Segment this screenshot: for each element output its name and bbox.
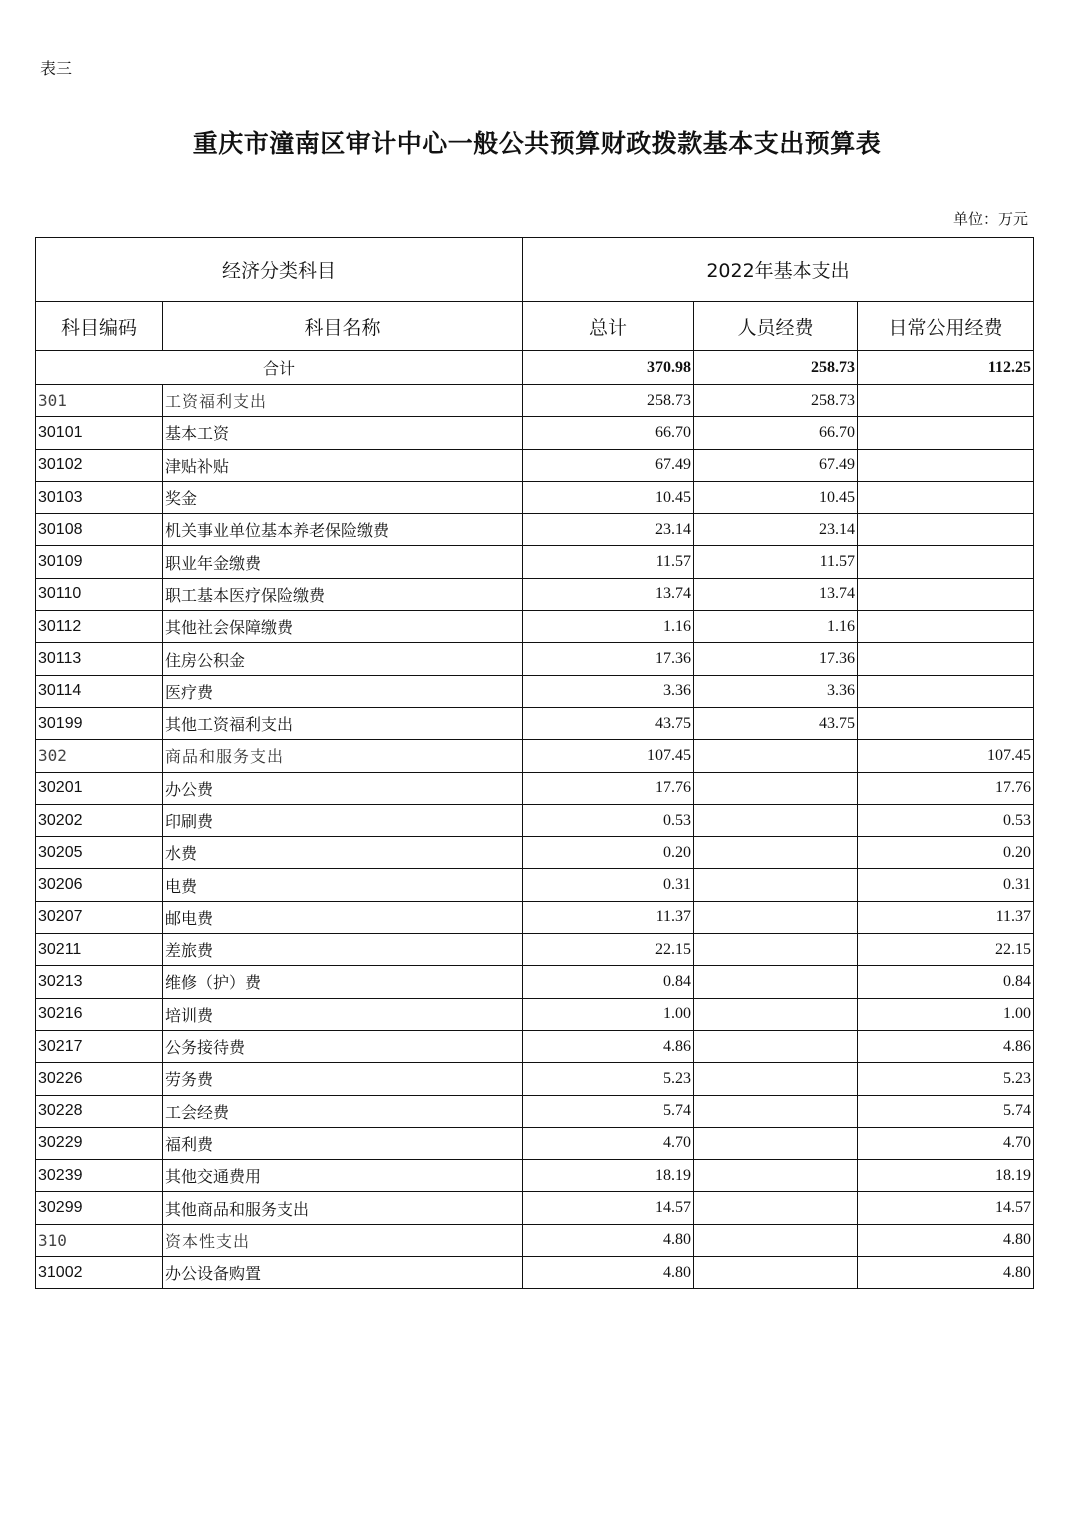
- header-subject-code: 科目编码: [36, 302, 163, 351]
- subject-code-cell: 30205: [36, 837, 163, 869]
- subject-name-cell: 工会经费: [163, 1095, 523, 1127]
- subject-name-cell: 维修（护）费: [163, 966, 523, 998]
- personnel-expense-cell: [694, 1192, 858, 1224]
- total-cell: 4.80: [523, 1257, 694, 1289]
- total-cell: 11.57: [523, 546, 694, 578]
- total-row: [36, 351, 1034, 385]
- subject-name-cell: 印刷费: [163, 804, 523, 836]
- subject-code-cell: 30201: [36, 772, 163, 804]
- subject-code-cell: 30202: [36, 804, 163, 836]
- table-row: [36, 740, 1034, 772]
- personnel-expense-cell: 67.49: [694, 449, 858, 481]
- table-body: [36, 351, 1034, 1289]
- table-row: [36, 611, 1034, 643]
- personnel-expense-cell: 10.45: [694, 481, 858, 513]
- subject-code-cell: 31002: [36, 1257, 163, 1289]
- public-expense-cell: 4.70: [858, 1127, 1034, 1159]
- subject-code-cell: 30299: [36, 1192, 163, 1224]
- table-row: [36, 546, 1034, 578]
- total-cell: 22.15: [523, 934, 694, 966]
- public-expense-cell: 0.84: [858, 966, 1034, 998]
- subject-name-cell: 水费: [163, 837, 523, 869]
- table-row: [36, 514, 1034, 546]
- subject-code-cell: 30206: [36, 869, 163, 901]
- subject-name-cell: 津贴补贴: [163, 449, 523, 481]
- subject-code-cell: 30114: [36, 675, 163, 707]
- total-cell: 107.45: [523, 740, 694, 772]
- table-row: [36, 1224, 1034, 1256]
- public-expense-cell: 22.15: [858, 934, 1034, 966]
- total-personnel: 258.73: [694, 351, 858, 385]
- subject-name-cell: 职业年金缴费: [163, 546, 523, 578]
- subject-code-cell: 302: [36, 740, 163, 772]
- total-cell: 5.74: [523, 1095, 694, 1127]
- total-cell: 258.73: [523, 385, 694, 417]
- personnel-expense-cell: 17.36: [694, 643, 858, 675]
- personnel-expense-cell: 23.14: [694, 514, 858, 546]
- table-row: [36, 837, 1034, 869]
- personnel-expense-cell: [694, 1257, 858, 1289]
- table-row: [36, 1127, 1034, 1159]
- public-expense-cell: [858, 417, 1034, 449]
- personnel-expense-cell: [694, 901, 858, 933]
- subject-code-cell: 30113: [36, 643, 163, 675]
- public-expense-cell: 0.20: [858, 837, 1034, 869]
- total-cell: 67.49: [523, 449, 694, 481]
- subject-name-cell: 基本工资: [163, 417, 523, 449]
- subject-name-cell: 其他社会保障缴费: [163, 611, 523, 643]
- unit-label: 单位：万元: [952, 210, 1028, 228]
- table-row: [36, 578, 1034, 610]
- table-row: [36, 772, 1034, 804]
- total-cell: 1.16: [523, 611, 694, 643]
- table-row: [36, 1030, 1034, 1062]
- personnel-expense-cell: [694, 804, 858, 836]
- budget-table: [35, 237, 1034, 1289]
- public-expense-cell: [858, 514, 1034, 546]
- total-cell: 4.80: [523, 1224, 694, 1256]
- table-row: [36, 1160, 1034, 1192]
- header-total: 总计: [523, 302, 694, 351]
- subject-name-cell: 福利费: [163, 1127, 523, 1159]
- table-number-label: 表三: [40, 59, 73, 78]
- total-cell: 0.20: [523, 837, 694, 869]
- public-expense-cell: [858, 578, 1034, 610]
- total-cell: 18.19: [523, 1160, 694, 1192]
- table-row: [36, 643, 1034, 675]
- public-expense-cell: [858, 643, 1034, 675]
- personnel-expense-cell: 1.16: [694, 611, 858, 643]
- subject-code-cell: 30228: [36, 1095, 163, 1127]
- subject-code-cell: 30199: [36, 707, 163, 739]
- table-row: [36, 449, 1034, 481]
- subject-name-cell: 住房公积金: [163, 643, 523, 675]
- public-expense-cell: [858, 481, 1034, 513]
- header-2022-basic-expenditure: 2022年基本支出: [523, 238, 1034, 302]
- personnel-expense-cell: [694, 740, 858, 772]
- public-expense-cell: 107.45: [858, 740, 1034, 772]
- subject-name-cell: 劳务费: [163, 1063, 523, 1095]
- public-expense-cell: 4.80: [858, 1257, 1034, 1289]
- header-subject-name: 科目名称: [163, 302, 523, 351]
- subject-name-cell: 其他商品和服务支出: [163, 1192, 523, 1224]
- personnel-expense-cell: 66.70: [694, 417, 858, 449]
- total-cell: 4.86: [523, 1030, 694, 1062]
- personnel-expense-cell: [694, 837, 858, 869]
- subject-code-cell: 30217: [36, 1030, 163, 1062]
- subject-name-cell: 工资福利支出: [163, 385, 523, 417]
- subject-code-cell: 310: [36, 1224, 163, 1256]
- total-cell: 5.23: [523, 1063, 694, 1095]
- total-cell: 10.45: [523, 481, 694, 513]
- public-expense-cell: [858, 675, 1034, 707]
- personnel-expense-cell: [694, 1095, 858, 1127]
- subject-name-cell: 办公费: [163, 772, 523, 804]
- subject-code-cell: 30229: [36, 1127, 163, 1159]
- subject-name-cell: 培训费: [163, 998, 523, 1030]
- total-cell: 17.76: [523, 772, 694, 804]
- subject-code-cell: 30109: [36, 546, 163, 578]
- personnel-expense-cell: [694, 998, 858, 1030]
- table-row: [36, 804, 1034, 836]
- subject-name-cell: 职工基本医疗保险缴费: [163, 578, 523, 610]
- total-cell: 0.53: [523, 804, 694, 836]
- public-expense-cell: 5.74: [858, 1095, 1034, 1127]
- table-row: [36, 481, 1034, 513]
- subject-name-cell: 机关事业单位基本养老保险缴费: [163, 514, 523, 546]
- subject-name-cell: 差旅费: [163, 934, 523, 966]
- public-expense-cell: [858, 449, 1034, 481]
- personnel-expense-cell: 258.73: [694, 385, 858, 417]
- personnel-expense-cell: 13.74: [694, 578, 858, 610]
- table-row: [36, 934, 1034, 966]
- subject-name-cell: 资本性支出: [163, 1224, 523, 1256]
- personnel-expense-cell: 11.57: [694, 546, 858, 578]
- table-row: [36, 707, 1034, 739]
- total-cell: 43.75: [523, 707, 694, 739]
- table-row: [36, 385, 1034, 417]
- subject-name-cell: 其他工资福利支出: [163, 707, 523, 739]
- subject-code-cell: 30112: [36, 611, 163, 643]
- subject-code-cell: 301: [36, 385, 163, 417]
- subject-name-cell: 公务接待费: [163, 1030, 523, 1062]
- public-expense-cell: 18.19: [858, 1160, 1034, 1192]
- total-cell: 0.84: [523, 966, 694, 998]
- public-expense-cell: [858, 385, 1034, 417]
- subject-name-cell: 医疗费: [163, 675, 523, 707]
- public-expense-cell: 17.76: [858, 772, 1034, 804]
- total-public: 112.25: [858, 351, 1034, 385]
- table-row: [36, 675, 1034, 707]
- total-cell: 14.57: [523, 1192, 694, 1224]
- subject-code-cell: 30239: [36, 1160, 163, 1192]
- personnel-expense-cell: [694, 1160, 858, 1192]
- public-expense-cell: [858, 707, 1034, 739]
- subject-code-cell: 30213: [36, 966, 163, 998]
- subject-code-cell: 30216: [36, 998, 163, 1030]
- public-expense-cell: [858, 611, 1034, 643]
- personnel-expense-cell: [694, 1030, 858, 1062]
- table-row: [36, 998, 1034, 1030]
- table-row: [36, 901, 1034, 933]
- subject-code-cell: 30102: [36, 449, 163, 481]
- table-row: [36, 1192, 1034, 1224]
- header-personnel-expense: 人员经费: [694, 302, 858, 351]
- personnel-expense-cell: [694, 934, 858, 966]
- page-title: 重庆市潼南区审计中心一般公共预算财政拨款基本支出预算表: [192, 129, 882, 158]
- subject-code-cell: 30226: [36, 1063, 163, 1095]
- table-row: [36, 1257, 1034, 1289]
- table-row: [36, 869, 1034, 901]
- public-expense-cell: 4.86: [858, 1030, 1034, 1062]
- personnel-expense-cell: [694, 772, 858, 804]
- total-cell: 11.37: [523, 901, 694, 933]
- public-expense-cell: 11.37: [858, 901, 1034, 933]
- total-cell: 66.70: [523, 417, 694, 449]
- public-expense-cell: 0.31: [858, 869, 1034, 901]
- subject-code-cell: 30211: [36, 934, 163, 966]
- total-cell: 1.00: [523, 998, 694, 1030]
- total-label: 合计: [36, 351, 523, 385]
- personnel-expense-cell: [694, 1127, 858, 1159]
- total-cell: 23.14: [523, 514, 694, 546]
- subject-code-cell: 30103: [36, 481, 163, 513]
- subject-name-cell: 电费: [163, 869, 523, 901]
- public-expense-cell: 4.80: [858, 1224, 1034, 1256]
- personnel-expense-cell: [694, 869, 858, 901]
- personnel-expense-cell: 43.75: [694, 707, 858, 739]
- total-cell: 0.31: [523, 869, 694, 901]
- public-expense-cell: 1.00: [858, 998, 1034, 1030]
- personnel-expense-cell: [694, 1063, 858, 1095]
- public-expense-cell: 0.53: [858, 804, 1034, 836]
- total-cell: 17.36: [523, 643, 694, 675]
- subject-name-cell: 商品和服务支出: [163, 740, 523, 772]
- public-expense-cell: 5.23: [858, 1063, 1034, 1095]
- personnel-expense-cell: [694, 966, 858, 998]
- subject-code-cell: 30207: [36, 901, 163, 933]
- table-row: [36, 1063, 1034, 1095]
- subject-name-cell: 办公设备购置: [163, 1257, 523, 1289]
- public-expense-cell: [858, 546, 1034, 578]
- total-sum: 370.98: [523, 351, 694, 385]
- subject-name-cell: 其他交通费用: [163, 1160, 523, 1192]
- public-expense-cell: 14.57: [858, 1192, 1034, 1224]
- subject-name-cell: 邮电费: [163, 901, 523, 933]
- total-cell: 13.74: [523, 578, 694, 610]
- table-row: [36, 966, 1034, 998]
- subject-name-cell: 奖金: [163, 481, 523, 513]
- total-cell: 3.36: [523, 675, 694, 707]
- subject-code-cell: 30101: [36, 417, 163, 449]
- total-cell: 4.70: [523, 1127, 694, 1159]
- subject-code-cell: 30108: [36, 514, 163, 546]
- table-row: [36, 1095, 1034, 1127]
- header-economic-classification: 经济分类科目: [36, 238, 523, 302]
- subject-code-cell: 30110: [36, 578, 163, 610]
- personnel-expense-cell: [694, 1224, 858, 1256]
- table-row: [36, 417, 1034, 449]
- personnel-expense-cell: 3.36: [694, 675, 858, 707]
- header-public-expense: 日常公用经费: [858, 302, 1034, 351]
